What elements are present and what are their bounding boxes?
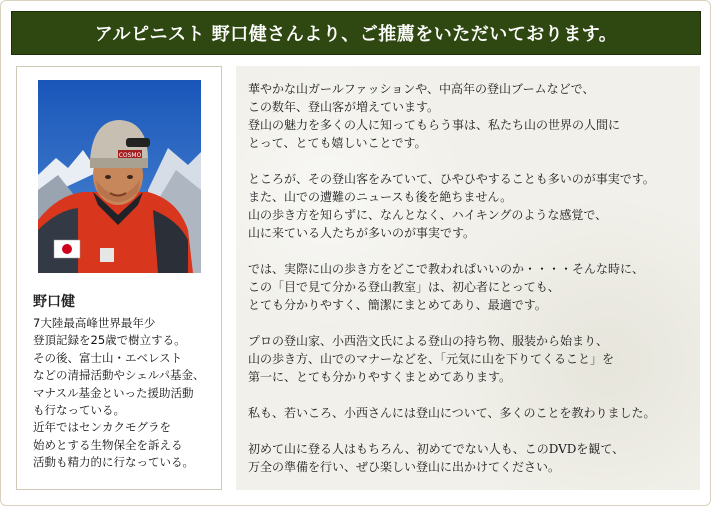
letter-line: では、実際に山の歩き方をどこで教われぱいいのか・・・・そんな時に、 xyxy=(248,262,645,276)
letter-paragraph xyxy=(248,260,700,314)
portrait-photo xyxy=(38,80,201,273)
portrait-illustration xyxy=(38,80,201,273)
letter-line: 華やかな山ガールファッションや、中高年の登山ブームなどで、 xyxy=(248,82,595,96)
recommendation-letter xyxy=(236,66,700,490)
letter-line: 万全の準備を行い、ぜひ楽しい登山に出かけてください。 xyxy=(248,460,561,474)
letter-line: 私も、若いころ、小西さんには登山について、多くのことを教わりました。 xyxy=(248,406,656,420)
bio-line: マナスル基金といった援助活動 xyxy=(33,385,194,400)
letter-line: とても分かりやすく、簡潔にまとめてあり、最適です。 xyxy=(248,298,547,312)
letter-line: 山の歩き方、山でのマナーなどを、「元気に山を下りてくること」を xyxy=(248,352,615,366)
letter-paragraph xyxy=(248,80,700,152)
bio-line: 始めとする生物保全を訴える xyxy=(33,437,183,452)
letter-paragraph xyxy=(248,332,700,386)
profile-name: 野口健 xyxy=(33,294,75,310)
letter-line: 山に来ている人たちが多いのが事実です。 xyxy=(248,226,476,240)
recommendation-banner xyxy=(11,11,701,55)
letter-paragraph xyxy=(248,404,700,422)
bio-line: 活動も精力的に行なっている。 xyxy=(33,455,194,470)
letter-body xyxy=(248,80,700,494)
bio-line: 近年ではセンカクモグラを xyxy=(33,420,171,435)
letter-line: プロの登山家、小西浩文氏による登山の持ち物、服装から始まり、 xyxy=(248,334,609,348)
letter-line: 初めて山に登る人はもちろん、初めてでない人も、このDVDを観て、 xyxy=(248,442,625,456)
banner-title: アルピニスト 野口健さんより、ご推薦をいただいております。 xyxy=(94,24,618,45)
letter-line: また、山での遭難のニュースも後を絶ちません。 xyxy=(248,190,513,204)
bio-line: 7大陸最高峰世界最年少 xyxy=(33,316,156,330)
letter-line: この「目で見て分かる登山教室」は、初心者にとっても、 xyxy=(248,280,560,294)
letter-line: 第一に、とても分かりやすくまとめてあります。 xyxy=(248,370,512,384)
cap-logo: COSMO xyxy=(118,152,142,159)
bio-line: も行なっている。 xyxy=(33,403,125,418)
letter-paragraph xyxy=(248,170,700,242)
profile-bio xyxy=(33,315,223,472)
letter-line: とって、とても嬉しいことです。 xyxy=(248,136,427,150)
profile-card xyxy=(16,66,222,490)
letter-paragraph xyxy=(248,440,700,476)
letter-line: この数年、登山客が増えています。 xyxy=(248,100,440,114)
bio-line: などの清掃活動やシェルパ基金、 xyxy=(33,368,205,383)
letter-line: ところが、その登山客をみていて、ひやひやすることも多いのが事実です。 xyxy=(248,172,655,186)
bio-line: その後、富士山・エベレスト xyxy=(33,350,183,365)
letter-line: 山の歩き方を知らずに、なんとなく、ハイキングのような感覚で、 xyxy=(248,208,608,222)
bio-line: 登頂記録を25歳で樹立する。 xyxy=(33,333,186,348)
letter-line: 登山の魅力を多くの人に知ってもらう事は、私たち山の世界の人間に xyxy=(248,118,621,132)
